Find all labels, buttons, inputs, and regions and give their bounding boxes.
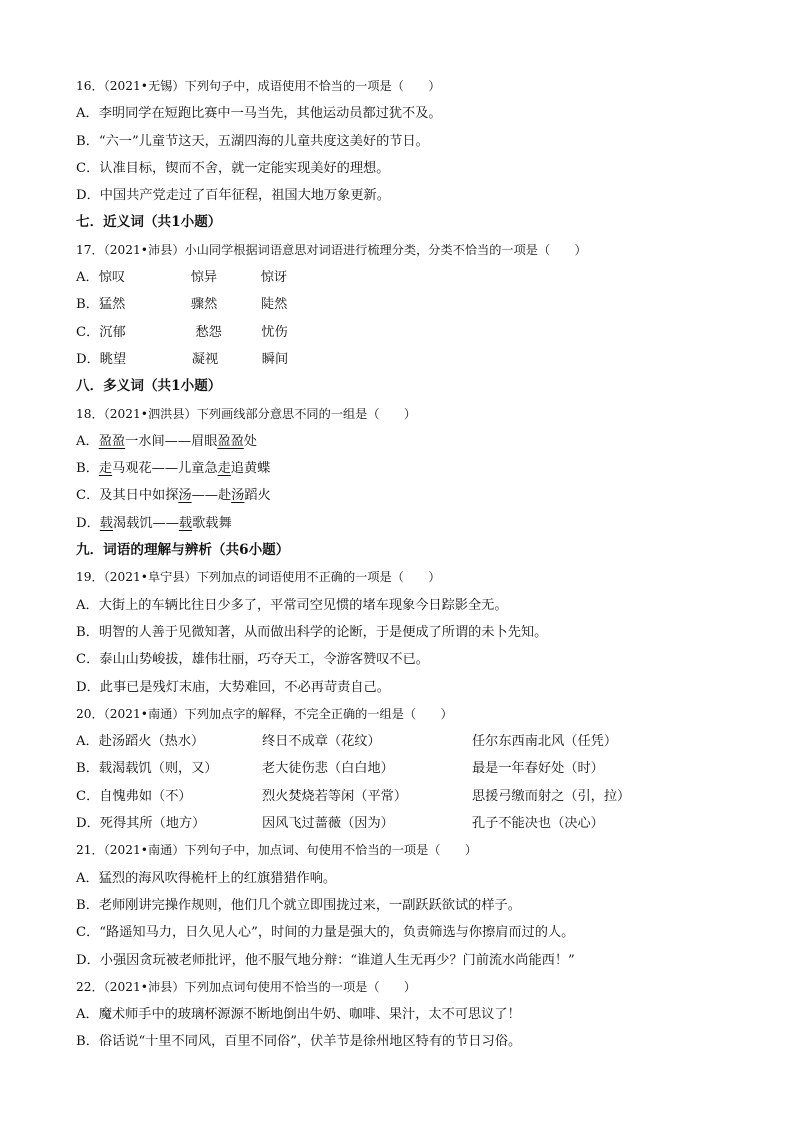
question-19-option-a: A．大街上的车辆比往日少多了，平常司空见惯的堵车现象今日踪影全无。 [76,597,508,613]
question-21-stem: 21．（2021•南通）下列句子中，加点词、句使用不恰当的一项是（ ） [76,843,478,858]
question-20-option-b: B．载渴载饥（则，又） 老大徒伤悲（白白地） 最是一年春好处（时） [76,761,604,777]
question-18-option-b: B．走马观花——儿童急走追黄蝶 [76,461,271,477]
question-18-stem: 18．（2021•泗洪县）下列画线部分意思不同的一组是（ ） [76,406,417,421]
question-17-option-a: A． 惊叹 惊异 惊讶 [76,270,288,286]
question-18-option-d: D．载渴载饥——载歌载舞 [76,515,232,531]
exam-page [76,73,736,1056]
underlined-word: 走 [217,461,231,477]
section-8-heading: 八．多义词（共1小题） [76,378,222,395]
question-19-option-d: D．此事已是残灯末庙，大势难回，不必再苛责自己。 [76,679,390,695]
question-17-option-b: B． 猛然 骤然 陡然 [76,297,288,313]
question-17-option-c: C． 沉郁 愁怨 忧伤 [76,324,288,340]
question-21-option-a: A．猛烈的海风吹得桅杆上的红旗猎猎作响。 [76,870,337,886]
question-19-option-c: C．泰山山势峻拔，雄伟壮丽，巧夺天工，令游客赞叹不已。 [76,652,429,668]
question-19-stem: 19．（2021•阜宁县）下列加点的词语使用不正确的一项是（ ） [76,570,441,585]
section-7-heading: 七．近义词（共1小题） [76,214,222,231]
question-16-option-d: D．中国共产党走过了百年征程，祖国大地万象更新。 [76,188,390,204]
question-16-option-b: B．“六一”儿童节这天，五湖四海的儿童共度这美好的节日。 [76,133,429,149]
question-20-option-a: A．赴汤蹈火（热水） 终日不成章（花纹） 任尔东西南北风（任凭） [76,734,618,750]
question-16-option-c: C．认准目标，锲而不舍，就一定能实现美好的理想。 [76,160,390,176]
underlined-word: 盈盈 [217,433,244,449]
question-22-option-a: A．魔术师手中的玻璃杯源源不断地倒出牛奶、咖啡、果汁，太不可思议了！ [76,1007,521,1023]
underlined-word: 载 [178,515,193,531]
question-20-option-c: C．自愧弗如（不） 烈火焚烧若等闲（平常） 思援弓缴而射之（引，拉） [76,788,631,804]
question-20-option-d: D．死得其所（地方） 因风飞过蔷薇（因为） 孔子不能决也（决心） [76,816,604,832]
question-19-option-b: B．明智的人善于见微知著，从而做出科学的论断，于是便成了所谓的未卜先知。 [76,624,548,640]
question-22-stem: 22．（2021•沛县）下列加点词句使用不恰当的一项是（ ） [76,979,417,994]
question-18-option-c: C．及其日中如探汤——赴汤蹈火 [76,488,271,504]
question-21-option-d: D．小强因贪玩被老师批评，他不服气地分辩：“谁道人生无再少？门前流水尚能西！” [76,952,575,968]
question-21-option-c: C．“路遥知马力，日久见人心”，时间的力量是强大的，负责筛选与你擦肩而过的人。 [76,925,575,941]
underlined-word: 汤 [231,488,245,504]
underlined-word: 汤 [178,488,192,504]
section-9-heading: 九．词语的理解与辨析（共6小题） [76,542,290,559]
question-16-option-a: A．李明同学在短跑比赛中一马当先，其他运动员都过犹不及。 [76,106,442,122]
underlined-word: 盈盈 [98,433,126,449]
question-18-option-a: A．盈盈一水间——眉眼盈盈处 [76,433,257,449]
question-21-option-b: B．老师刚讲完操作规则，他们几个就立即围拢过来，一副跃跃欲试的样子。 [76,897,521,913]
question-17-option-d: D． 眺望 凝视 瞬间 [76,351,289,367]
question-22-option-b: B．俗话说“十里不同风，百里不同俗”，伏羊节是徐州地区特有的节日习俗。 [76,1034,522,1050]
question-16-stem: 16．（2021•无锡）下列句子中，成语使用不恰当的一项是（ ） [76,79,441,93]
question-20-stem: 20．（2021•南通）下列加点字的解释，不完全正确的一组是（ ） [76,706,453,721]
question-17-stem: 17．（2021•沛县）小山同学根据词语意思对词语进行梳理分类，分类不恰当的一项是（ ） [76,242,587,257]
underlined-word: 载 [99,515,113,531]
underlined-word: 走 [98,461,113,477]
